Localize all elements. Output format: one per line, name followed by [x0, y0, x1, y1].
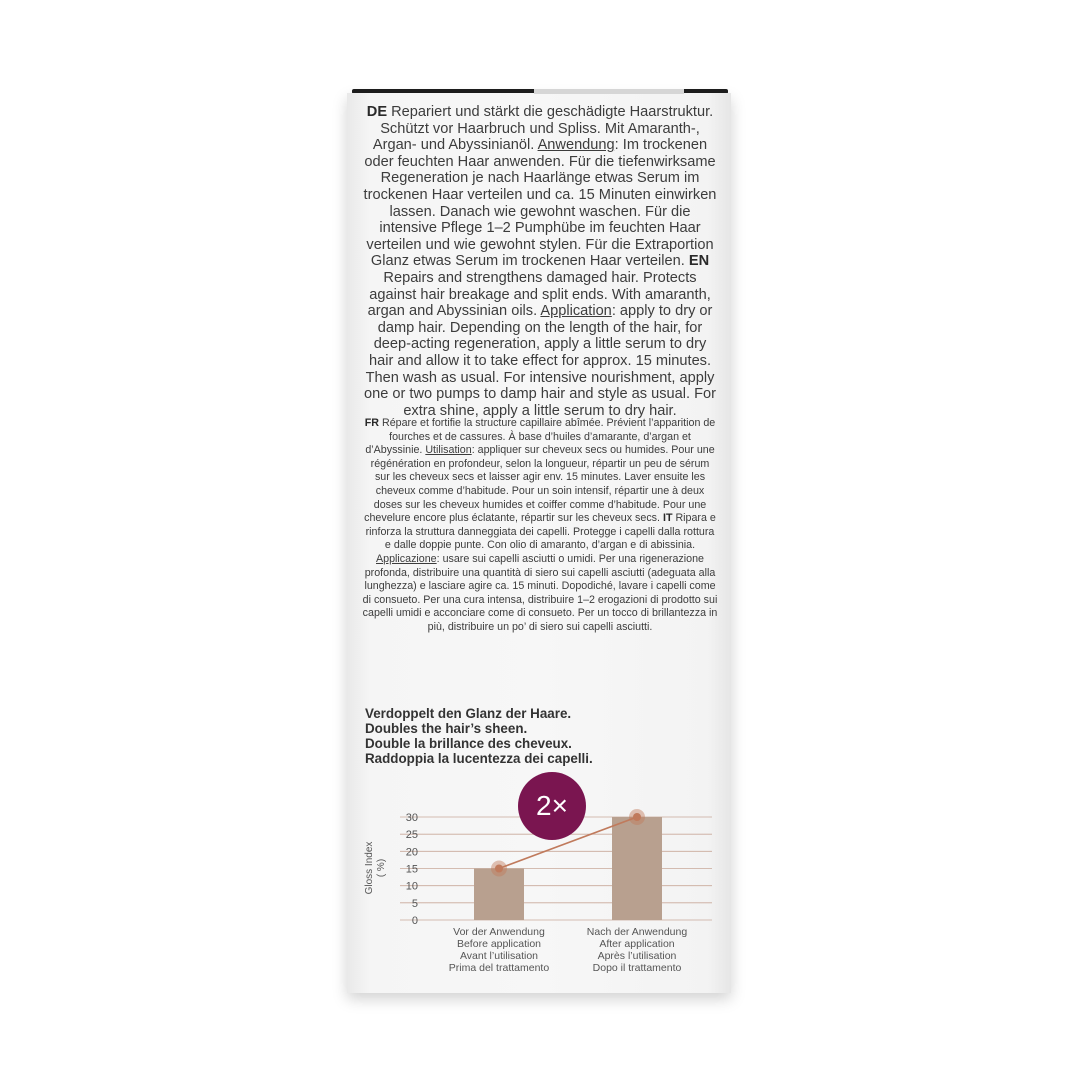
fr-application-text: : appliquer sur cheveux secs ou humides. Pour une régénération en profondeur, selon la longueur, répartir un peu de sérum sur les cheveux secs et laisser agir env. 15 minutes. Laver ensuite les cheveux comme d’habitude. Pour un soin intensif, répartir une à deux doses sur les cheveux humides et coiffer comme d’habitude. Pour une chevelure encore plus éclatante, répartir sur les cheveux secs.: [364, 444, 715, 525]
x-category-label: Vor der Anwendung: [453, 926, 545, 938]
two-times-badge: 2×: [518, 772, 586, 840]
de-application-label: Anwendung: [537, 137, 615, 154]
gloss-claims: [365, 706, 725, 766]
y-tick-label: 0: [411, 915, 418, 927]
en-application-text: : apply to dry or damp hair. Depending on the length of the hair, for deep-acting regeneration, apply a little serum to dry hair and allow it to take effect for approx. 15 minutes. Then wash as usual. For intensive nourishment, apply one or two pumps to damp hair and style as usual. For extra shine, apply a little serum to dry hair.: [363, 303, 717, 419]
x-category-label: After application: [599, 938, 675, 950]
instructions-de-en: [362, 104, 718, 419]
y-axis-unit: ( %): [376, 858, 387, 878]
claim-it: Raddoppia la lucentezza dei capelli.: [365, 751, 593, 766]
data-point: [633, 813, 641, 821]
y-tick-label: 10: [405, 880, 418, 893]
claim-de: Verdoppelt den Glanz der Haare.: [365, 706, 572, 721]
y-tick-label: 15: [405, 863, 418, 876]
en-description: Repairs and strengthens damaged hair. Protects against hair breakage and split ends. With amaranth, argan and Abyssinian oils.: [367, 269, 711, 320]
lang-code-en: EN: [688, 253, 710, 270]
x-category-label: Prima del trattamento: [448, 962, 550, 974]
x-category-label: Nach der Anwendung: [586, 926, 688, 938]
bar: [612, 817, 662, 920]
de-application-text: : Im trockenen oder feuchten Haar anwenden. Für die tiefenwirksame Regeneration je nach Haarlänge etwas Serum im trockenen Haar verteilen und ca. 15 Minuten einwirken lassen. Danach wie gewohnt waschen. Für die intensive Pflege 1–2 Pumphübe im feuchten Haar verteilen und wie gewohnt stylen. Für die Extraportion Glanz etwas Serum im trockenen Haar verteilen.: [363, 137, 717, 270]
de-description: Repariert und stärkt die geschädigte Haarstruktur. Schützt vor Haarbruch und Spliss. Mit Amaranth-, Argan- und Abyssinianöl.: [372, 104, 714, 154]
x-category-label: Before application: [456, 938, 542, 950]
y-tick-label: 20: [405, 846, 418, 859]
lang-code-it: IT: [662, 512, 673, 525]
data-point: [495, 865, 503, 873]
claim-fr: Double la brillance des cheveux.: [365, 736, 572, 751]
fr-description: Répare et fortifie la structure capillaire abîmée. Prévient l’apparition de fourches et de cassures. À base d’huiles d’amarante, d’argan et d’Abyssinie.: [365, 417, 716, 457]
lang-code-de: DE: [366, 104, 388, 120]
it-application-text: : usare sui capelli asciutti o umidi. Per una rigenerazione profonda, distribuire una quantità di siero sui capelli asciutti (adeguata alla lunghezza) e lasciare agire ca. 15 minuti. Dopodiché, lavare i capelli come di consueto. Per una cura intensa, distribuire 1–2 erogazioni di prodotto sui capelli umidi e acconciare come di consueto. Per un tocco di brillantezza in più, distribuire un po’ di siero sui capelli asciutti.: [362, 552, 718, 633]
x-category-label: Avant l’utilisation: [459, 950, 539, 962]
fr-application-label: Utilisation: [425, 444, 472, 457]
en-application-label: Application: [540, 303, 612, 320]
y-tick-label: 25: [405, 829, 418, 842]
y-tick-label: 30: [405, 812, 418, 824]
y-axis-label: Gloss Index: [364, 841, 375, 895]
instructions-fr-it: [362, 417, 718, 635]
x-category-label: Dopo il trattamento: [592, 962, 682, 974]
box-top-gap: [534, 89, 684, 94]
claim-en: Doubles the hair’s sheen.: [365, 721, 528, 736]
y-tick-label: 5: [411, 897, 418, 910]
it-application-label: Applicazione: [376, 552, 437, 565]
lang-code-fr: FR: [364, 417, 379, 429]
it-description: Ripara e rinforza la struttura danneggiata dei capelli. Protegge i capelli dalla rottura e dalle doppie punte. Con olio di amaranto, d’argan e di abissinia.: [365, 512, 716, 552]
x-category-label: Après l’utilisation: [597, 950, 677, 962]
